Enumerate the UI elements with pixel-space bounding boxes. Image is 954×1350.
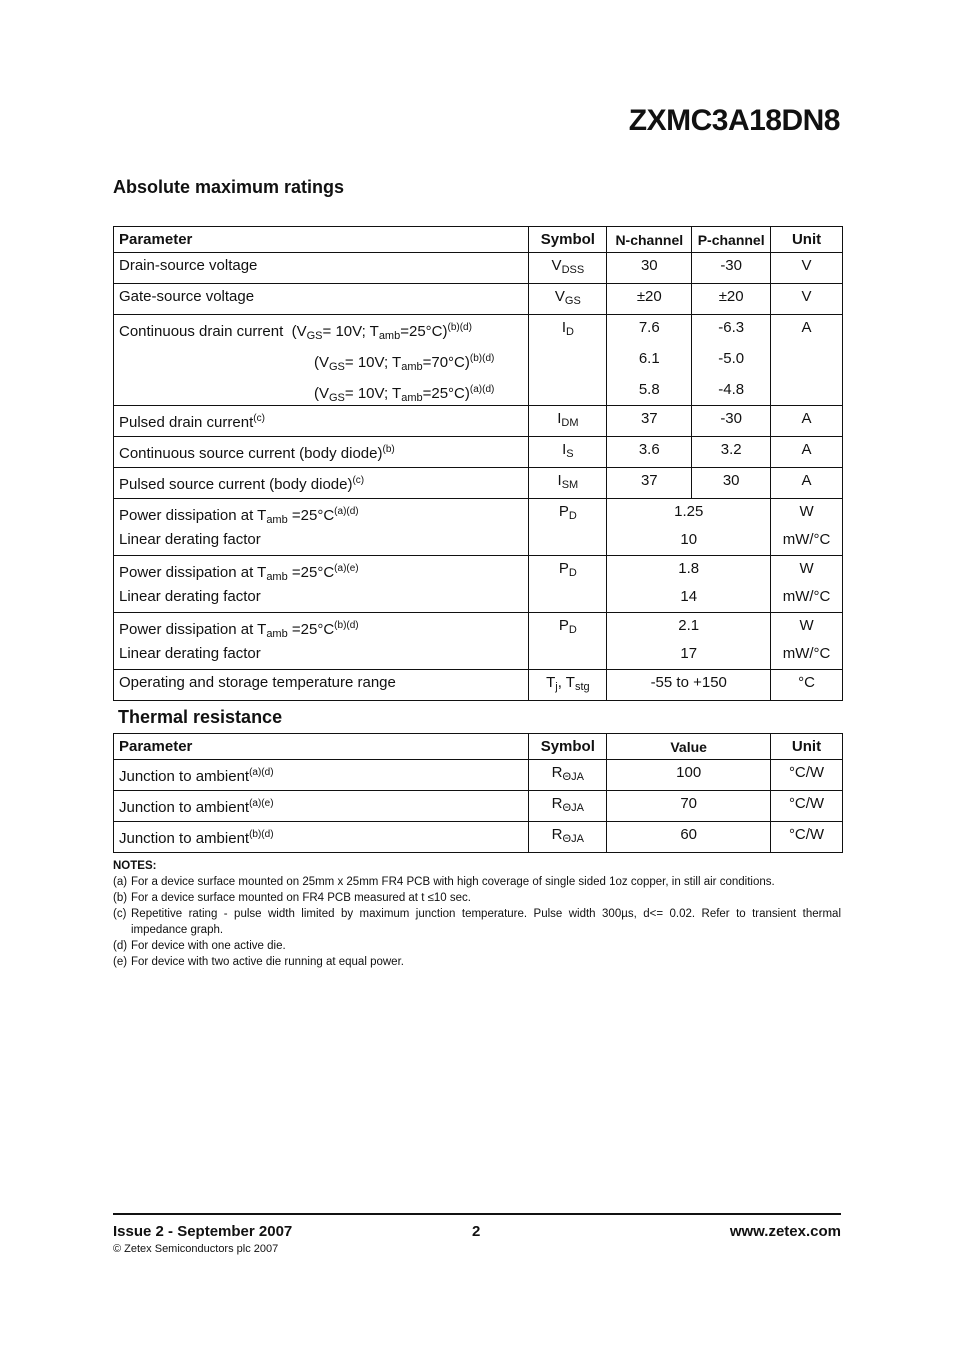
combined-value: -55 to +150 [607,670,771,701]
n-channel-value: 7.6 6.1 5.8 [607,315,692,406]
symbol-rthja: $R_{\Theta JA}$ [529,760,607,791]
thermal-resistance-table [113,733,843,853]
unit-value: W mW/°C [771,556,843,613]
thermal-value: 70 [607,791,771,822]
table-row [114,670,843,701]
p-channel-value: -30 [692,253,771,284]
symbol-pd: $P_D$ [529,499,607,556]
param-drain-source-voltage: Drain-source voltage [114,253,529,284]
n-channel-value: ±20 [607,284,692,315]
table-row [114,437,843,468]
thermal-value: 100 [607,760,771,791]
note-item: (a) For a device surface mounted on 25mm x 25mm FR4 PCB with high coverage of single sided 1oz copper, in still air conditions. [113,876,775,888]
param-gate-source-voltage: Gate-source voltage [114,284,529,315]
footer-website-link[interactable]: www.zetex.com [729,1223,841,1240]
unit-value: A [771,406,843,437]
thermal-value: 60 [607,822,771,853]
header-p-channel: P-channel [692,227,771,253]
header-parameter: Parameter [114,734,529,760]
table-row [114,556,843,613]
p-channel-value: 3.2 [692,437,771,468]
symbol-rthja: $R_{\Theta JA}$ [529,822,607,853]
unit-value: V [771,253,843,284]
symbol-tj-tstg: $T_j$, $T_{stg}$ [529,670,607,701]
unit-value: °C [771,670,843,701]
header-value: Value [607,734,771,760]
combined-value: 1.8 14 [607,556,771,613]
absolute-maximum-ratings-table [113,226,843,701]
table-header-row [114,734,843,760]
notes-heading: NOTES: [113,860,157,872]
combined-value: 1.25 10 [607,499,771,556]
header-symbol: Symbol [529,227,607,253]
header-symbol: Symbol [529,734,607,760]
footer-issue: Issue 2 - September 2007 [113,1223,293,1240]
symbol-is: $I_S$ [529,437,607,468]
unit-value: A [771,437,843,468]
table-row [114,253,843,284]
footer-page-number: 2 [472,1223,481,1240]
table-row [114,315,843,406]
unit-value: W mW/°C [771,613,843,670]
table-row [114,760,843,791]
table-row [114,499,843,556]
header-parameter: Parameter [114,227,529,253]
n-channel-value: 37 [607,406,692,437]
table-row [114,822,843,853]
unit-value: V [771,284,843,315]
param-pulsed-drain-current: Pulsed drain current$^{(c)}$ [114,406,529,437]
table-row [114,613,843,670]
note-item: (b) For a device surface mounted on FR4 PCB measured at t ≤10 sec. [113,892,471,904]
symbol-pd: $P_D$ [529,556,607,613]
notes-section [113,858,841,970]
p-channel-value: -6.3 -5.0 -4.8 [692,315,771,406]
table-header-row [114,227,843,253]
unit-value: °C/W [771,822,843,853]
symbol-ism: $I_{SM}$ [529,468,607,499]
header-unit: Unit [771,227,843,253]
footer-copyright: © Zetex Semiconductors plc 2007 [113,1243,279,1255]
unit-value: A [771,315,843,406]
combined-value: 2.1 17 [607,613,771,670]
p-channel-value: 30 [692,468,771,499]
document-title: ZXMC3A18DN8 [628,104,840,137]
footer-divider [113,1213,841,1215]
symbol-idm: $I_{DM}$ [529,406,607,437]
header-n-channel: N-channel [607,227,692,253]
param-power-dissipation: Power dissipation at $T_{amb} =25^\circ C^{(a)(e)}$ Linear derating factor [114,556,529,613]
param-pulsed-source-current: Pulsed source current (body diode)$^{(c)}$ [114,468,529,499]
symbol-id: $I_D$ [529,315,607,406]
param-continuous-drain-current: Continuous drain current ($V_{GS}= 10V$; $T_{amb}=25^\circ C)^{(b)(d)}$ ($V_{GS}= 10V$; $T_{amb}=70^\circ C)^{(b)(d)}$ ($V_{GS}= 10V$; $T_{amb}=25^\circ C)^{(a)(d)}$ [114,315,529,406]
p-channel-value: ±20 [692,284,771,315]
symbol-rthja: $R_{\Theta JA}$ [529,791,607,822]
symbol-pd: $P_D$ [529,613,607,670]
param-power-dissipation: Power dissipation at $T_{amb} =25^\circ C^{(b)(d)}$ Linear derating factor [114,613,529,670]
param-temperature-range: Operating and storage temperature range [114,670,529,701]
table-row [114,791,843,822]
symbol-vgs: $V_{GS}$ [529,284,607,315]
param-power-dissipation: Power dissipation at $T_{amb} =25^\circ C^{(a)(d)}$ Linear derating factor [114,499,529,556]
unit-value: °C/W [771,760,843,791]
unit-value: °C/W [771,791,843,822]
unit-value: A [771,468,843,499]
n-channel-value: 3.6 [607,437,692,468]
note-item: (e) For device with two active die running at equal power. [113,956,404,968]
n-channel-value: 30 [607,253,692,284]
param-junction-to-ambient: Junction to ambient$^{(b)(d)}$ [114,822,529,853]
param-junction-to-ambient: Junction to ambient$^{(a)(d)}$ [114,760,529,791]
table-row [114,284,843,315]
header-unit: Unit [771,734,843,760]
note-item: (d) For device with one active die. [113,940,286,952]
thermal-resistance-heading: Thermal resistance [118,707,283,727]
note-item: (c) Repetitive rating - pulse width limited by maximum junction temperature. Pulse width 300µs, d<= 0.02. Refer to transient thermal impedance graph. [113,908,841,936]
n-channel-value: 37 [607,468,692,499]
table-row [114,406,843,437]
param-continuous-source-current: Continuous source current (body diode)$^{(b)}$ [114,437,529,468]
table-row [114,468,843,499]
p-channel-value: -30 [692,406,771,437]
absolute-maximum-ratings-heading: Absolute maximum ratings [113,177,345,197]
unit-value: W mW/°C [771,499,843,556]
symbol-vdss: $V_{DSS}$ [529,253,607,284]
param-junction-to-ambient: Junction to ambient$^{(a)(e)}$ [114,791,529,822]
